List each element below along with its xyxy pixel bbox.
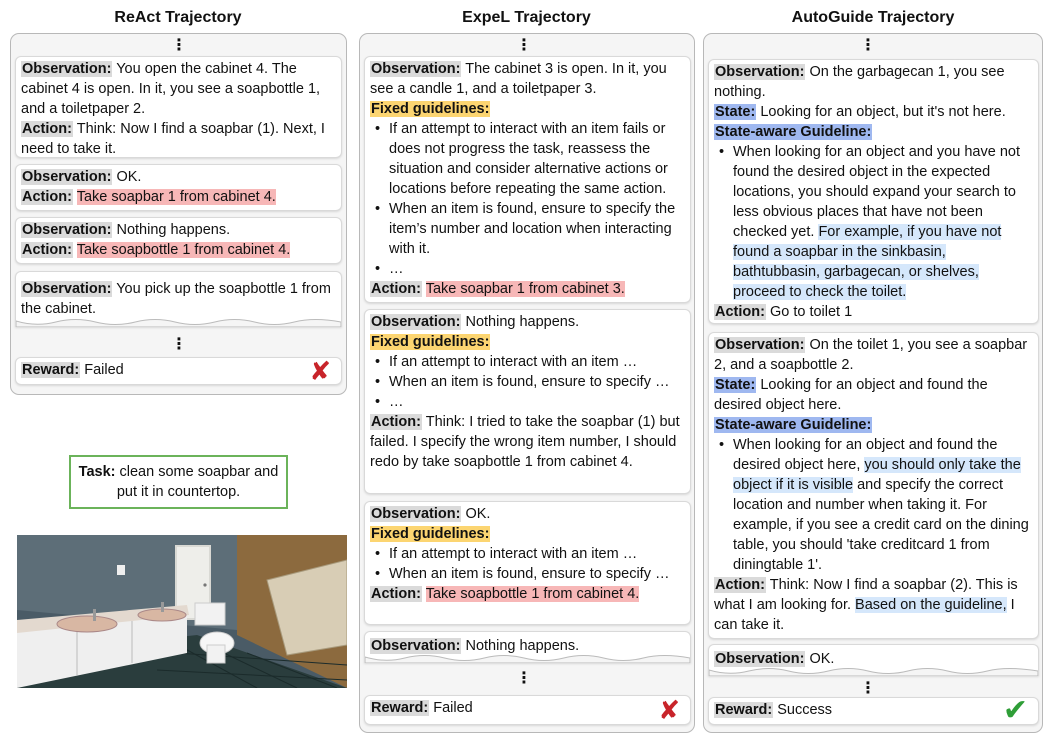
observation-label: Observation: bbox=[22, 281, 112, 297]
observation-text: Nothing happens. bbox=[465, 638, 580, 654]
action-text: Think: Now I find a soapbar (1). Next, I need to take it. bbox=[21, 121, 325, 157]
fixed-guidelines-label: Fixed guidelines: bbox=[371, 101, 490, 117]
action-label: Action: bbox=[22, 242, 72, 258]
observation-label: Observation: bbox=[22, 61, 112, 77]
expel-step-card bbox=[364, 56, 691, 303]
observation-label: Observation: bbox=[371, 506, 461, 522]
observation-text: Nothing happens. bbox=[116, 222, 231, 238]
observation-text: On the garbagecan 1, you see nothing. bbox=[714, 64, 1005, 100]
react-step-card bbox=[15, 164, 342, 211]
observation-label: Observation: bbox=[715, 651, 805, 667]
autoguide-column bbox=[703, 33, 1043, 733]
reward-text: Failed bbox=[433, 700, 473, 716]
expel-step-card bbox=[364, 309, 691, 494]
action-label: Action: bbox=[22, 189, 72, 205]
action-label: Action: bbox=[371, 414, 421, 430]
action-text: Think: Now I find a soapbar (2). This is what I am looking for. bbox=[714, 577, 1018, 613]
observation-label: Observation: bbox=[371, 638, 461, 654]
ellipsis-bottom: ⋮ bbox=[516, 670, 532, 687]
wrong-action-text: Take soapbar 1 from cabinet 3. bbox=[425, 281, 625, 297]
guideline-item: • When an item is found, ensure to specify the item’s number and location when interacting with it. bbox=[370, 199, 685, 259]
observation-text: You pick up the soapbottle 1 from the cabinet. bbox=[21, 281, 331, 317]
state-aware-guideline-label: State-aware Guideline: bbox=[715, 417, 872, 433]
react-step-card bbox=[15, 217, 342, 264]
state-label: State: bbox=[715, 377, 756, 393]
guideline-item: • If an attempt to interact with an item fails or does not progress the task, reassess the situation and consider alternative actions or locations before repeating the same action. bbox=[370, 119, 685, 199]
task-label: Task: bbox=[78, 464, 116, 480]
observation-text: OK. bbox=[809, 651, 835, 667]
ellipsis-top: ⋮ bbox=[171, 37, 187, 54]
fixed-guidelines-label: Fixed guidelines: bbox=[371, 334, 490, 350]
guideline-item: • If an attempt to interact with an item … bbox=[370, 544, 685, 564]
expel-title: ExpeL Trajectory bbox=[462, 9, 591, 26]
wrong-action-text: Take soapbottle 1 from cabinet 4. bbox=[76, 242, 291, 258]
expel-column bbox=[359, 33, 695, 733]
torn-edge-icon bbox=[16, 317, 341, 327]
observation-text: OK. bbox=[116, 169, 142, 185]
react-step-card bbox=[15, 271, 342, 327]
observation-label: Observation: bbox=[715, 64, 805, 80]
guideline-item bbox=[714, 435, 1033, 575]
reward-text: Failed bbox=[84, 362, 124, 378]
expel-step-card bbox=[364, 501, 691, 625]
state-aware-guideline-list bbox=[714, 142, 1033, 302]
reward-label: Reward: bbox=[715, 702, 773, 718]
action-text: Go to toilet 1 bbox=[769, 304, 853, 320]
autoguide-step-card bbox=[708, 332, 1039, 639]
ellipsis-top: ⋮ bbox=[860, 37, 876, 54]
state-aware-guideline-list bbox=[714, 435, 1033, 575]
action-text: Think: I tried to take the soapbar (1) but failed. I specify the wrong item number, I should redo by take soapbottle 1 from cabinet 4. bbox=[370, 414, 680, 470]
autoguide-step-card bbox=[708, 644, 1039, 676]
guideline-item: • When an item is found, ensure to specify … bbox=[370, 372, 685, 392]
observation-label: Observation: bbox=[371, 314, 461, 330]
wrong-action-text: Take soapbar 1 from cabinet 4. bbox=[76, 189, 276, 205]
action-label: Action: bbox=[22, 121, 72, 137]
observation-label: Observation: bbox=[22, 169, 112, 185]
reward-label: Reward: bbox=[22, 362, 80, 378]
observation-text: Nothing happens. bbox=[465, 314, 580, 330]
torn-edge-icon bbox=[365, 653, 690, 663]
action-text: I can take it. bbox=[714, 597, 1015, 633]
observation-label: Observation: bbox=[715, 337, 805, 353]
state-label: State: bbox=[715, 104, 756, 120]
observation-text: You open the cabinet 4. The cabinet 4 is open. In it, you see a soapbottle 1, and a toiletpaper 2. bbox=[21, 61, 321, 117]
guideline-text: When looking for an object and found the desired object here, bbox=[733, 437, 998, 473]
reward-label: Reward: bbox=[371, 700, 429, 716]
observation-text: On the toilet 1, you see a soapbar 2, and a soapbottle 2. bbox=[714, 337, 1028, 373]
guideline-item: • … bbox=[370, 259, 685, 279]
observation-text: The cabinet 3 is open. In it, you see a candle 1, and a toiletpaper 3. bbox=[370, 61, 667, 97]
bathroom-scene-image bbox=[17, 535, 347, 688]
autoguide-reward-card bbox=[708, 697, 1039, 725]
cross-mark-icon: ✘ bbox=[309, 357, 331, 385]
guideline-highlight: For example, if you have not found a soapbar in the sinkbasin, bathtubbasin, garbagecan, or shelves, proceed to check the toilet. bbox=[733, 224, 1002, 300]
autoguide-title: AutoGuide Trajectory bbox=[791, 9, 955, 26]
ellipsis-top: ⋮ bbox=[516, 37, 532, 54]
expel-step-card bbox=[364, 631, 691, 663]
state-aware-guideline-label: State-aware Guideline: bbox=[715, 124, 872, 140]
fixed-guidelines-label: Fixed guidelines: bbox=[371, 526, 490, 542]
state-text: Looking for an object, but it's not here. bbox=[760, 104, 1006, 120]
guideline-text: When looking for an object and you have not found the desired object in the expected locations, you should expand your search to less obvious places that have not been checked yet. bbox=[733, 144, 1020, 240]
guideline-text: and specify the correct location and number when taking it. For example, if you see a credit card on the dining table, you should 'take creditcard 1 from diningtable 1'. bbox=[733, 477, 1029, 573]
bathroom-scene-icon bbox=[17, 535, 347, 688]
wrong-action-text: Take soapbottle 1 from cabinet 4. bbox=[425, 586, 640, 602]
ellipsis-bottom: ⋮ bbox=[171, 336, 187, 353]
guideline-item: • When an item is found, ensure to specify … bbox=[370, 564, 685, 584]
observation-label: Observation: bbox=[371, 61, 461, 77]
action-label: Action: bbox=[371, 586, 421, 602]
guideline-item: • If an attempt to interact with an item … bbox=[370, 352, 685, 372]
fixed-guidelines-list bbox=[370, 119, 685, 279]
observation-label: Observation: bbox=[22, 222, 112, 238]
reward-text: Success bbox=[777, 702, 833, 718]
task-box bbox=[69, 455, 288, 509]
ellipsis-bottom: ⋮ bbox=[860, 680, 876, 697]
observation-text: OK. bbox=[465, 506, 491, 522]
action-label: Action: bbox=[715, 577, 765, 593]
torn-edge-icon bbox=[709, 666, 1038, 676]
autoguide-step-card bbox=[708, 59, 1039, 324]
check-mark-icon: ✔ bbox=[1002, 697, 1028, 725]
react-column bbox=[10, 33, 347, 395]
guideline-item bbox=[714, 142, 1033, 302]
state-text: Looking for an object and found the desired object here. bbox=[714, 377, 988, 413]
task-text: clean some soapbar and put it in countertop. bbox=[116, 464, 279, 500]
guideline-item: • … bbox=[370, 392, 685, 412]
react-title: ReAct Trajectory bbox=[114, 9, 242, 26]
guideline-highlight: you should only take the object if it is visible bbox=[733, 457, 1021, 493]
action-label: Action: bbox=[715, 304, 765, 320]
fixed-guidelines-list bbox=[370, 352, 685, 412]
react-reward-card bbox=[15, 357, 342, 385]
cross-mark-icon: ✘ bbox=[658, 695, 680, 725]
react-step-card bbox=[15, 56, 342, 158]
fixed-guidelines-list bbox=[370, 544, 685, 584]
action-highlight: Based on the guideline, bbox=[855, 597, 1007, 613]
expel-reward-card bbox=[364, 695, 691, 725]
action-label: Action: bbox=[371, 281, 421, 297]
